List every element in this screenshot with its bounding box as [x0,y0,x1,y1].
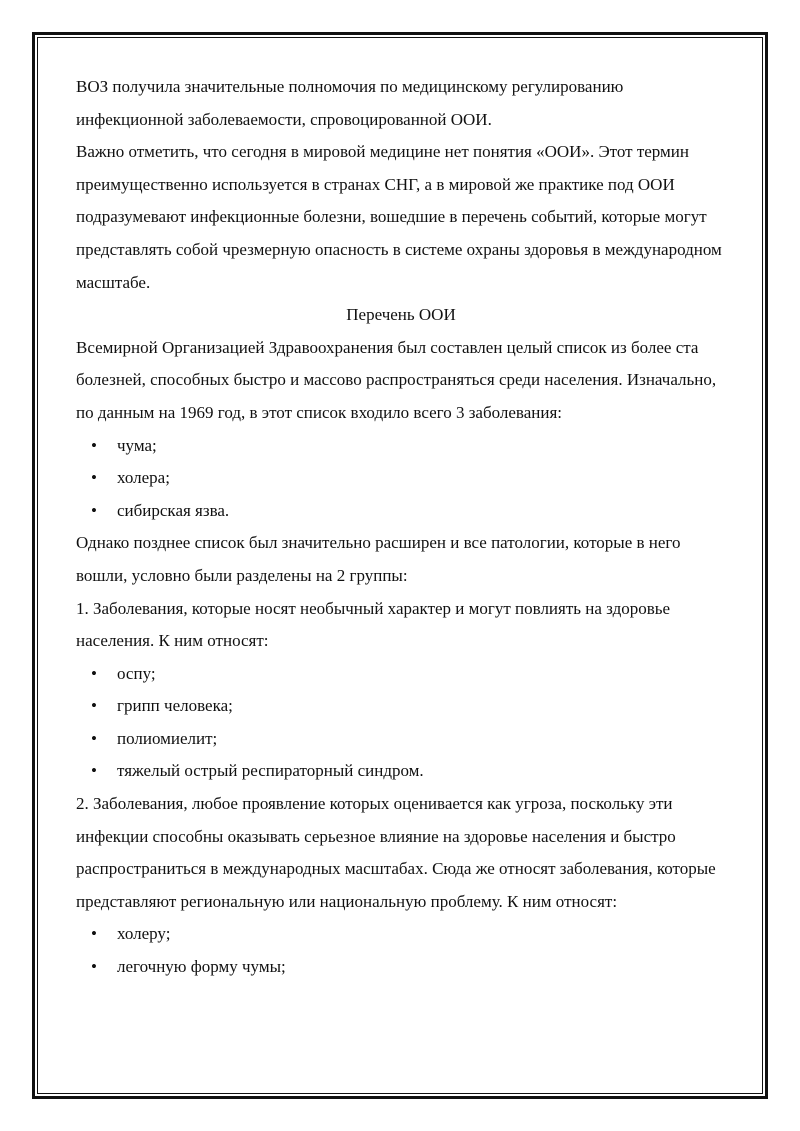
list-item [76,690,726,723]
list-item [76,951,726,984]
bullet-icon: • [91,696,97,716]
list-item-text: оспу; [117,663,156,683]
bullet-icon: • [91,761,97,781]
paragraph-group-2: 2. Заболевания, любое проявление которых оценивается как угроза, поскольку эти инфекции способны оказывать серьезное влияние на здоровье населения и быстро распространиться в международных масштабах. Сюда же относят заболевания, которые представляют региональную или национальную проблему. К ним относят: [76,794,716,911]
list-item-text: полиомиелит; [117,728,218,748]
list-item-text: сибирская язва. [117,500,230,520]
list-item-text: холеру; [117,924,171,944]
bullet-icon: • [91,663,97,683]
paragraph-who-powers: ВОЗ получила значительные полномочия по медицинскому регулированию инфекционной заболеваемости, спровоцированной ООИ. [76,77,624,129]
bullet-icon: • [91,728,97,748]
group-2-list [76,918,726,983]
list-item-text: грипп человека; [117,696,233,716]
bullet-icon: • [91,957,97,977]
paragraph-group-1: 1. Заболевания, которые носят необычный характер и могут повлиять на здоровье населения. К ним относят: [76,598,671,651]
list-item-text: легочную форму чумы; [117,957,286,977]
list-item [76,658,726,691]
bullet-icon: • [91,468,97,488]
bullet-icon: • [91,924,97,944]
paragraph-list-expanded: Однако позднее список был значительно расширен и все патологии, которые в него вошли, условно были разделены на 2 группы: [76,533,681,585]
list-item [76,755,726,788]
section-heading: Перечень ООИ [346,305,456,325]
paragraph-who-list: Всемирной Организацией Здравоохранения был составлен целый список из более ста болезней, способных быстро и массово распространяться среди населения. Изначально, по данным на 1969 год, в этот список входило всего 3 заболевания: [76,337,717,422]
document-body [76,71,726,984]
list-item-text: тяжелый острый респираторный синдром. [117,761,424,781]
group-1-list [76,658,726,788]
paragraph-ooi-concept: Важно отметить, что сегодня в мировой медицине нет понятия «ООИ». Этот термин преимущественно используется в странах СНГ, а в мировой же практике под ООИ подразумевают инфекционные болезни, вошедшие в перечень событий, которые могут представлять собой чрезмерную опасность в системе охраны здоровья в международном масштабе. [76,142,722,292]
list-item-text: чума; [117,435,157,455]
initial-diseases-list [76,430,726,528]
list-item [76,462,726,495]
bullet-icon: • [91,500,97,520]
list-item [76,918,726,951]
bullet-icon: • [91,435,97,455]
list-item-text: холера; [117,468,170,488]
list-item [76,495,726,528]
list-item [76,723,726,756]
list-item [76,430,726,463]
